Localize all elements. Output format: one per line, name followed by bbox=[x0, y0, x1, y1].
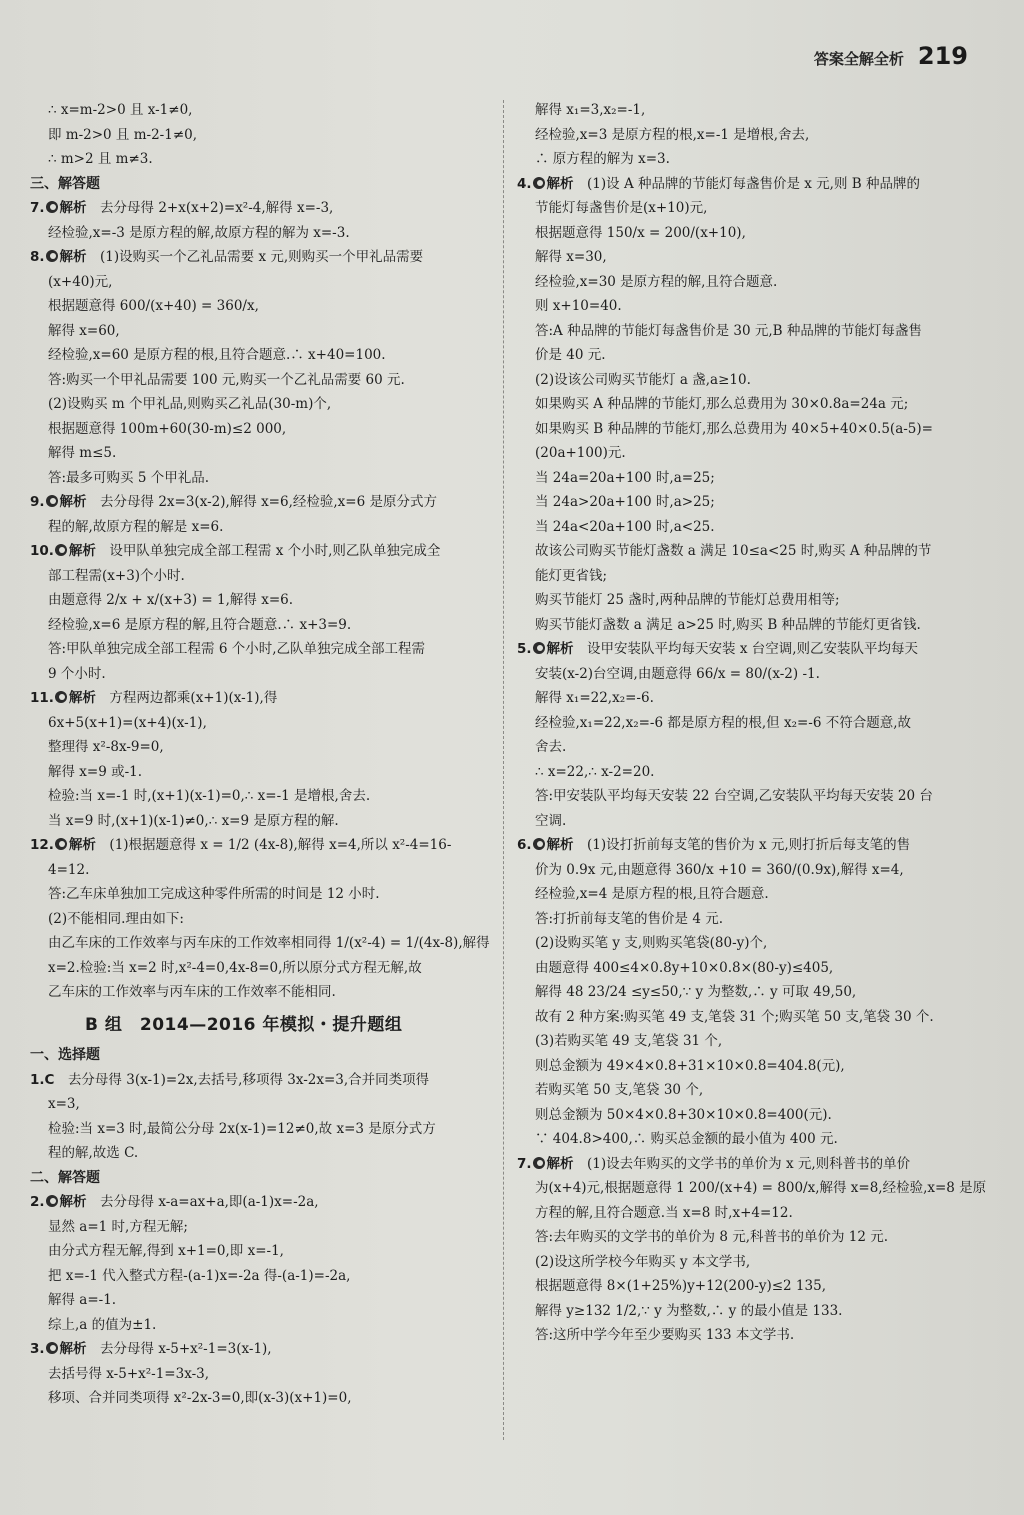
text-line: (2)不能相同.理由如下: bbox=[48, 910, 184, 927]
text-line: 整理得 x²-8x-9=0, bbox=[48, 739, 164, 755]
text-line: ∴ m>2 且 m≠3. bbox=[48, 151, 153, 167]
answer-item bbox=[30, 196, 490, 221]
text-line: 由分式方程无解,得到 x+1=0,即 x=-1, bbox=[48, 1243, 284, 1259]
answer-text: 设甲安装队平均每天安装 x 台空调,则乙安装队平均每天 bbox=[587, 641, 919, 657]
text-line: 当 24a<20a+100 时,a<25. bbox=[535, 518, 715, 535]
question-number: 9. bbox=[30, 494, 45, 510]
question-number: 5. bbox=[517, 641, 532, 657]
answer-icon bbox=[46, 201, 58, 213]
text-line: (2)设购买笔 y 支,则购买笔袋(80-y)个, bbox=[535, 935, 768, 951]
text-line: ∴ 原方程的解为 x=3. bbox=[535, 151, 670, 167]
answer-item bbox=[30, 1068, 490, 1093]
section-heading: 二、解答题 bbox=[30, 1169, 100, 1186]
jiexi-label: 解析 bbox=[546, 837, 574, 853]
page-number: 219 bbox=[917, 42, 968, 70]
text-line: 则总金额为 49×4×0.8+31×10×0.8=404.8(元), bbox=[535, 1057, 845, 1074]
text-line: (2)设购买 m 个甲礼品,则购买乙礼品(30-m)个, bbox=[48, 396, 332, 412]
text-line: 答:最多可购买 5 个甲礼品. bbox=[48, 469, 210, 486]
text-line: 价为 0.9x 元,由题意得 360/x +10 = 360/(0.9x),解得 x=4, bbox=[535, 861, 904, 878]
text-line: 检验:当 x=3 时,最简公分母 2x(x-1)=12≠0,故 x=3 是原分式方 bbox=[48, 1120, 436, 1137]
text-line: 故该公司购买节能灯盏数 a 满足 10≤a<25 时,购买 A 种品牌的节 bbox=[535, 543, 932, 559]
page-header bbox=[814, 42, 968, 70]
text-line: 答:甲安装队平均每天安装 22 台空调,乙安装队平均每天安装 20 台 bbox=[535, 788, 933, 804]
text-line: 若购买笔 50 支,笔袋 30 个, bbox=[535, 1082, 704, 1098]
text-line: 根据题意得 150/x = 200/(x+10), bbox=[535, 224, 746, 241]
text-line: 显然 a=1 时,方程无解; bbox=[48, 1218, 188, 1235]
text-line: 答:购买一个甲礼品需要 100 元,购买一个乙礼品需要 60 元. bbox=[48, 371, 405, 388]
text-line: ∵ 404.8>400,∴ 购买总金额的最小值为 400 元. bbox=[535, 1131, 838, 1147]
text-line: 由题意得 2/x + x/(x+3) = 1,解得 x=6. bbox=[48, 592, 294, 608]
question-number: 2. bbox=[30, 1194, 45, 1210]
question-number: 7. bbox=[517, 1155, 532, 1172]
text-line: (3)若购买笔 49 支,笔袋 31 个, bbox=[535, 1033, 723, 1049]
answer-item bbox=[517, 637, 977, 662]
jiexi-label: 解析 bbox=[59, 249, 87, 265]
answer-item bbox=[30, 686, 490, 711]
text-line: 当 24a>20a+100 时,a>25; bbox=[535, 494, 715, 510]
question-number: 8. bbox=[30, 249, 45, 265]
text-line: 解得 x₁=3,x₂=-1, bbox=[535, 102, 646, 118]
text-line: 方程的解,且符合题意.当 x=8 时,x+4=12. bbox=[535, 1204, 793, 1221]
answer-item bbox=[517, 1152, 977, 1177]
answer-item bbox=[30, 833, 490, 858]
answer-item bbox=[30, 490, 490, 515]
text-line: 乙车床的工作效率与丙车床的工作效率不能相同. bbox=[48, 984, 336, 1000]
text-line: 如果购买 A 种品牌的节能灯,那么总费用为 30×0.8a=24a 元; bbox=[535, 396, 909, 412]
text-line: 答:A 种品牌的节能灯每盏售价是 30 元,B 种品牌的节能灯每盏售 bbox=[535, 322, 922, 339]
text-line: 根据题意得 8×(1+25%)y+12(200-y)≤2 135, bbox=[535, 1278, 826, 1294]
section-heading: 一、选择题 bbox=[30, 1047, 100, 1063]
answer-item bbox=[30, 245, 490, 270]
answer-text: (1)设 A 种品牌的节能灯每盏售价是 x 元,则 B 种品牌的 bbox=[587, 175, 920, 192]
text-line: 6x+5(x+1)=(x+4)(x-1), bbox=[48, 714, 207, 731]
answer-item bbox=[517, 172, 977, 197]
answer-text: (1)设打折前每支笔的售价为 x 元,则打折后每支笔的售 bbox=[587, 837, 911, 853]
answer-text: 设甲队单独完成全部工程需 x 个小时,则乙队单独完成全 bbox=[109, 543, 441, 559]
question-number: 12. bbox=[30, 837, 54, 853]
text-line: 解得 48 23/24 ≤y≤50,∵ y 为整数,∴ y 可取 49,50, bbox=[535, 984, 857, 1000]
text-line: 解得 m≤5. bbox=[48, 445, 117, 461]
text-line: 节能灯每盏售价是(x+10)元, bbox=[535, 200, 708, 216]
answer-text: (1)根据题意得 x = 1/2 (4x-8),解得 x=4,所以 x²-4=16- bbox=[109, 837, 452, 853]
text-line: 购买节能灯 25 盏时,两种品牌的节能灯总费用相等; bbox=[535, 592, 840, 608]
right-column bbox=[517, 98, 987, 1348]
text-line: 为(x+4)元,根据题意得 1 200/(x+4) = 800/x,解得 x=8,经检验,x=8 是原 bbox=[535, 1180, 987, 1196]
text-line: 答:甲队单独完成全部工程需 6 个小时,乙队单独完成全部工程需 bbox=[48, 641, 426, 657]
text-line: 经检验,x=60 是原方程的根,且符合题意.∴ x+40=100. bbox=[48, 347, 386, 363]
text-line: 购买节能灯盏数 a 满足 a>25 时,购买 B 种品牌的节能灯更省钱. bbox=[535, 616, 921, 633]
text-line: 答:乙车床单独加工完成这种零件所需的时间是 12 小时. bbox=[48, 886, 380, 902]
text-line: 即 m-2>0 且 m-2-1≠0, bbox=[48, 126, 198, 143]
text-line: 答:这所中学今年至少要购买 133 本文学书. bbox=[535, 1327, 795, 1343]
answer-item bbox=[30, 1190, 490, 1215]
text-line: 则 x+10=40. bbox=[535, 298, 622, 314]
answer-text: 去分母得 2+x(x+2)=x²-4,解得 x=-3, bbox=[100, 200, 334, 216]
jiexi-label: 解析 bbox=[546, 641, 574, 657]
answer-text: 方程两边都乘(x+1)(x-1),得 bbox=[109, 690, 278, 706]
jiexi-label: 解析 bbox=[68, 543, 96, 559]
question-number: 11. bbox=[30, 690, 54, 706]
question-number: 1.C bbox=[30, 1071, 55, 1088]
text-line: 经检验,x=3 是原方程的根,x=-1 是增根,舍去, bbox=[535, 126, 810, 143]
question-number: 4. bbox=[517, 175, 532, 192]
question-number: 10. bbox=[30, 543, 54, 559]
text-line: 根据题意得 100m+60(30-m)≤2 000, bbox=[48, 420, 287, 437]
answer-icon bbox=[46, 495, 58, 507]
text-line: 9 个小时. bbox=[48, 665, 106, 682]
answer-icon bbox=[55, 838, 67, 850]
text-line: 解得 x=60, bbox=[48, 322, 120, 339]
text-line: 程的解,故原方程的解是 x=6. bbox=[48, 518, 224, 535]
answer-icon bbox=[55, 544, 67, 556]
text-line: 程的解,故选 C. bbox=[48, 1145, 139, 1161]
text-line: 经检验,x=30 是原方程的解,且符合题意. bbox=[535, 273, 778, 290]
text-line: 当 24a=20a+100 时,a=25; bbox=[535, 469, 715, 486]
text-line: 当 x=9 时,(x+1)(x-1)≠0,∴ x=9 是原方程的解. bbox=[48, 812, 339, 829]
text-line: (2)设这所学校今年购买 y 本文学书, bbox=[535, 1253, 751, 1270]
text-line: 去括号得 x-5+x²-1=3x-3, bbox=[48, 1365, 210, 1382]
section-heading: 三、解答题 bbox=[30, 175, 100, 192]
answer-icon bbox=[55, 691, 67, 703]
text-line: x=2.检验:当 x=2 时,x²-4=0,4x-8=0,所以原分式方程无解,故 bbox=[48, 959, 422, 976]
text-line: 4=12. bbox=[48, 861, 90, 878]
jiexi-label: 解析 bbox=[546, 1155, 574, 1172]
text-line: 则总金额为 50×4×0.8+30×10×0.8=400(元). bbox=[535, 1106, 832, 1123]
text-line: 根据题意得 600/(x+40) = 360/x, bbox=[48, 298, 259, 314]
text-line: 价是 40 元. bbox=[535, 347, 606, 363]
jiexi-label: 解析 bbox=[59, 1194, 87, 1210]
answer-item bbox=[30, 1337, 490, 1362]
question-number: 6. bbox=[517, 837, 532, 853]
text-line: 部工程需(x+3)个小时. bbox=[48, 567, 185, 584]
group-heading: B 组 2014—2016 年模拟・提升题组 bbox=[85, 1014, 403, 1035]
text-line: 解得 x=30, bbox=[535, 249, 607, 265]
text-line: 解得 a=-1. bbox=[48, 1292, 117, 1308]
left-column bbox=[30, 98, 490, 1411]
text-line: (x+40)元, bbox=[48, 273, 113, 290]
text-line: x=3, bbox=[48, 1096, 80, 1112]
column-divider bbox=[503, 100, 504, 1440]
jiexi-label: 解析 bbox=[68, 690, 96, 706]
text-line: 经检验,x=6 是原方程的解,且符合题意.∴ x+3=9. bbox=[48, 616, 352, 633]
text-line: 由题意得 400≤4×0.8y+10×0.8×(80-y)≤405, bbox=[535, 959, 834, 976]
answer-item bbox=[30, 539, 490, 564]
text-line: 检验:当 x=-1 时,(x+1)(x-1)=0,∴ x=-1 是增根,舍去. bbox=[48, 788, 371, 804]
text-line: (2)设该公司购买节能灯 a 盏,a≥10. bbox=[535, 371, 751, 388]
jiexi-label: 解析 bbox=[59, 494, 87, 510]
answer-item bbox=[517, 833, 977, 858]
answer-text: 去分母得 2x=3(x-2),解得 x=6,经检验,x=6 是原分式方 bbox=[100, 494, 437, 510]
answer-icon bbox=[533, 838, 545, 850]
answer-icon bbox=[46, 1342, 58, 1354]
text-line: ∴ x=m-2>0 且 x-1≠0, bbox=[48, 102, 193, 118]
answer-text: 去分母得 x-a=ax+a,即(a-1)x=-2a, bbox=[100, 1194, 319, 1210]
answer-text: 去分母得 3(x-1)=2x,去括号,移项得 3x-2x=3,合并同类项得 bbox=[67, 1071, 430, 1088]
text-line: 由乙车床的工作效率与丙车床的工作效率相同得 1/(x²-4) = 1/(4x-8),解得 bbox=[48, 935, 490, 951]
jiexi-label: 解析 bbox=[546, 175, 574, 192]
answer-icon bbox=[46, 250, 58, 262]
text-line: 答:打折前每支笔的售价是 4 元. bbox=[535, 910, 724, 927]
text-line: 解得 x=9 或-1. bbox=[48, 763, 143, 780]
text-line: 经检验,x=4 是原方程的根,且符合题意. bbox=[535, 886, 769, 902]
text-line: 经检验,x=-3 是原方程的解,故原方程的解为 x=-3. bbox=[48, 224, 350, 241]
text-line: 解得 y≥132 1/2,∵ y 为整数,∴ y 的最小值是 133. bbox=[535, 1302, 843, 1319]
text-line: 把 x=-1 代入整式方程-(a-1)x=-2a 得-(a-1)=-2a, bbox=[48, 1267, 351, 1284]
header-label: 答案全解全析 bbox=[813, 50, 904, 68]
answer-icon bbox=[533, 1157, 545, 1169]
jiexi-label: 解析 bbox=[68, 837, 96, 853]
answer-icon bbox=[533, 642, 545, 654]
answer-icon bbox=[533, 177, 545, 189]
text-line: 答:去年购买的文学书的单价为 8 元,科普书的单价为 12 元. bbox=[535, 1229, 889, 1245]
text-line: 综上,a 的值为±1. bbox=[48, 1316, 157, 1333]
text-line: 经检验,x₁=22,x₂=-6 都是原方程的根,但 x₂=-6 不符合题意,故 bbox=[535, 714, 912, 731]
text-line: 解得 x₁=22,x₂=-6. bbox=[535, 690, 654, 706]
text-line: 舍去. bbox=[535, 739, 567, 755]
answer-text: (1)设去年购买的文学书的单价为 x 元,则科普书的单价 bbox=[587, 1155, 911, 1172]
question-number: 3. bbox=[30, 1341, 45, 1357]
text-line: 能灯更省钱; bbox=[535, 567, 608, 584]
text-line: 空调. bbox=[535, 812, 567, 829]
text-line: 移项、合并同类项得 x²-2x-3=0,即(x-3)(x+1)=0, bbox=[48, 1390, 352, 1406]
answer-text: 去分母得 x-5+x²-1=3(x-1), bbox=[100, 1341, 272, 1357]
answer-icon bbox=[46, 1195, 58, 1207]
jiexi-label: 解析 bbox=[59, 200, 87, 216]
text-line: 故有 2 种方案:购买笔 49 支,笔袋 31 个;购买笔 50 支,笔袋 30 个. bbox=[535, 1008, 934, 1025]
answer-text: (1)设购买一个乙礼品需要 x 元,则购买一个甲礼品需要 bbox=[100, 249, 424, 265]
jiexi-label: 解析 bbox=[59, 1341, 87, 1357]
text-line: 安装(x-2)台空调,由题意得 66/x = 80/(x-2) -1. bbox=[535, 665, 820, 682]
text-line: ∴ x=22,∴ x-2=20. bbox=[535, 763, 655, 780]
text-line: 如果购买 B 种品牌的节能灯,那么总费用为 40×5+40×0.5(a-5)= bbox=[535, 420, 933, 437]
question-number: 7. bbox=[30, 200, 45, 216]
text-line: (20a+100)元. bbox=[535, 445, 626, 461]
